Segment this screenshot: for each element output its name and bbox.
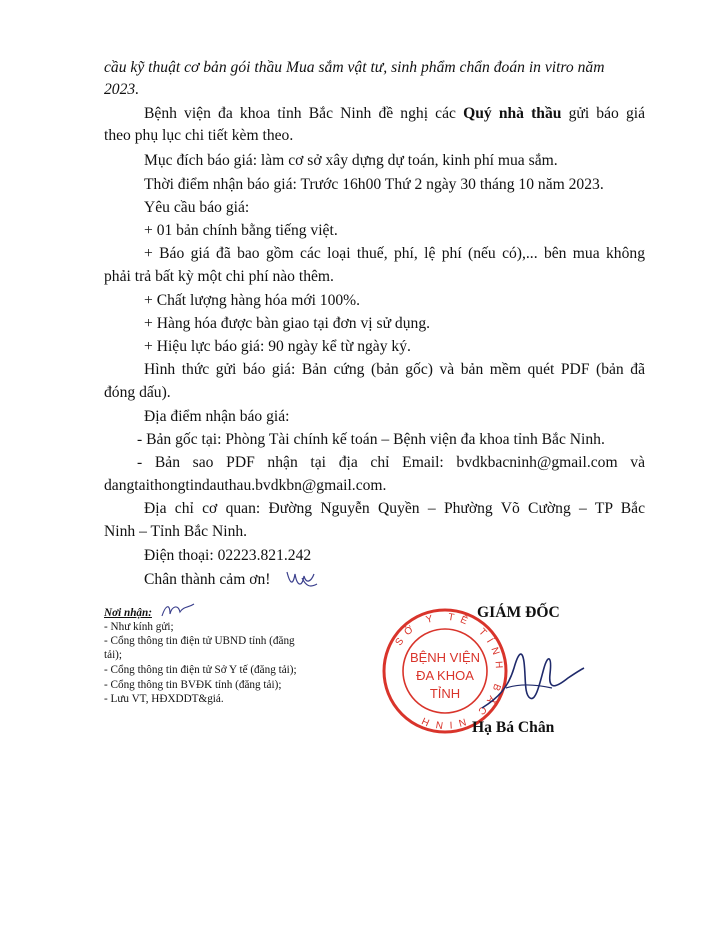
requirement-item-2-line-2: phải trả bất kỳ một chi phí nào thêm. [104,268,334,285]
request-text-pre: Bệnh viện đa khoa tỉnh Bắc Ninh đề nghị các [144,105,464,122]
deadline-text: Thời điểm nhận báo giá: Trước 16h00 Thứ 2 ngày 30 tháng 10 năm 2023. [144,176,604,193]
location-pdf-line-1: - Bản sao PDF nhận tại địa chỉ Email: bvdkbacninh@gmail.com và [137,454,645,471]
recipient-item: - Cổng thông tin điện tử Sở Y tế (đăng tải); [104,664,297,676]
submission-line-2: đóng dấu). [104,384,171,401]
intro-line-1: cầu kỹ thuật cơ bản gói thầu Mua sắm vật tư, sinh phẩm chẩn đoán in vitro năm [104,59,605,76]
recipient-item: - Cổng thông tin điện tử UBND tỉnh (đăng [104,635,295,647]
request-bold: Quý nhà thầu [463,105,562,122]
phone-text: Điện thoại: 02223.821.242 [144,547,312,564]
recipient-item: - Như kính gửi; [104,621,174,633]
signatory-title: GIÁM ĐỐC [477,604,560,621]
submission-line-1: Hình thức gửi báo giá: Bản cứng (bản gốc) và bản mềm quét PDF (bản đã [144,361,645,378]
requirement-item-3: + Chất lượng hàng hóa mới 100%. [144,292,361,309]
initial-scribble [284,566,320,592]
recipient-initial-scribble [158,600,198,622]
purpose-text: Mục đích báo giá: làm cơ sở xây dựng dự toán, kinh phí mua sắm. [144,152,558,169]
requirement-item-4: + Hàng hóa được bàn giao tại đơn vị sử dụng. [144,315,431,332]
request-line-2: theo phụ lục chi tiết kèm theo. [104,127,294,144]
requirements-title: Yêu cầu báo giá: [144,199,250,216]
recipient-item: - Cổng thông tin BVĐK tỉnh (đăng tải); [104,679,282,691]
location-title: Địa điểm nhận báo giá: [144,408,290,425]
signatory-name: Hạ Bá Chân [472,719,555,736]
request-text-post: gửi báo giá [561,105,645,122]
request-line-1 [104,103,645,125]
recipients-heading: Nơi nhận: [104,607,152,619]
requirement-item-1: + 01 bản chính bằng tiếng việt. [144,222,338,239]
requirement-item-2-line-1: + Báo giá đã bao gồm các loại thuế, phí, lệ phí (nếu có),... bên mua không [144,245,645,262]
handwritten-signature [478,628,588,728]
thanks-text: Chân thành cảm ơn! [144,571,271,588]
intro-line-2: 2023. [104,81,140,98]
stamp-line-2: ĐA KHOA [416,668,474,683]
stamp-line-1: BỆNH VIỆN [409,650,481,665]
stamp-line-3: TỈNH [429,686,461,701]
requirement-item-5: + Hiệu lực báo giá: 90 ngày kể từ ngày ký. [144,338,411,355]
recipient-item: - Lưu VT, HĐXDDT&giá. [104,693,224,705]
location-pdf-line-2: dangtaithongtindauthau.bvdkbn@gmail.com. [104,477,387,494]
location-original: - Bản gốc tại: Phòng Tài chính kế toán – Bệnh viện đa khoa tỉnh Bắc Ninh. [137,431,605,448]
address-line-1: Địa chỉ cơ quan: Đường Nguyễn Quyền – Phường Võ Cường – TP Bắc [144,500,645,517]
stamp-ring-text: SỞ Y TẾ TỈNH BẮC NINH [393,611,505,731]
recipient-item: tải); [104,649,123,661]
address-line-2: Ninh – Tỉnh Bắc Ninh. [104,523,248,540]
